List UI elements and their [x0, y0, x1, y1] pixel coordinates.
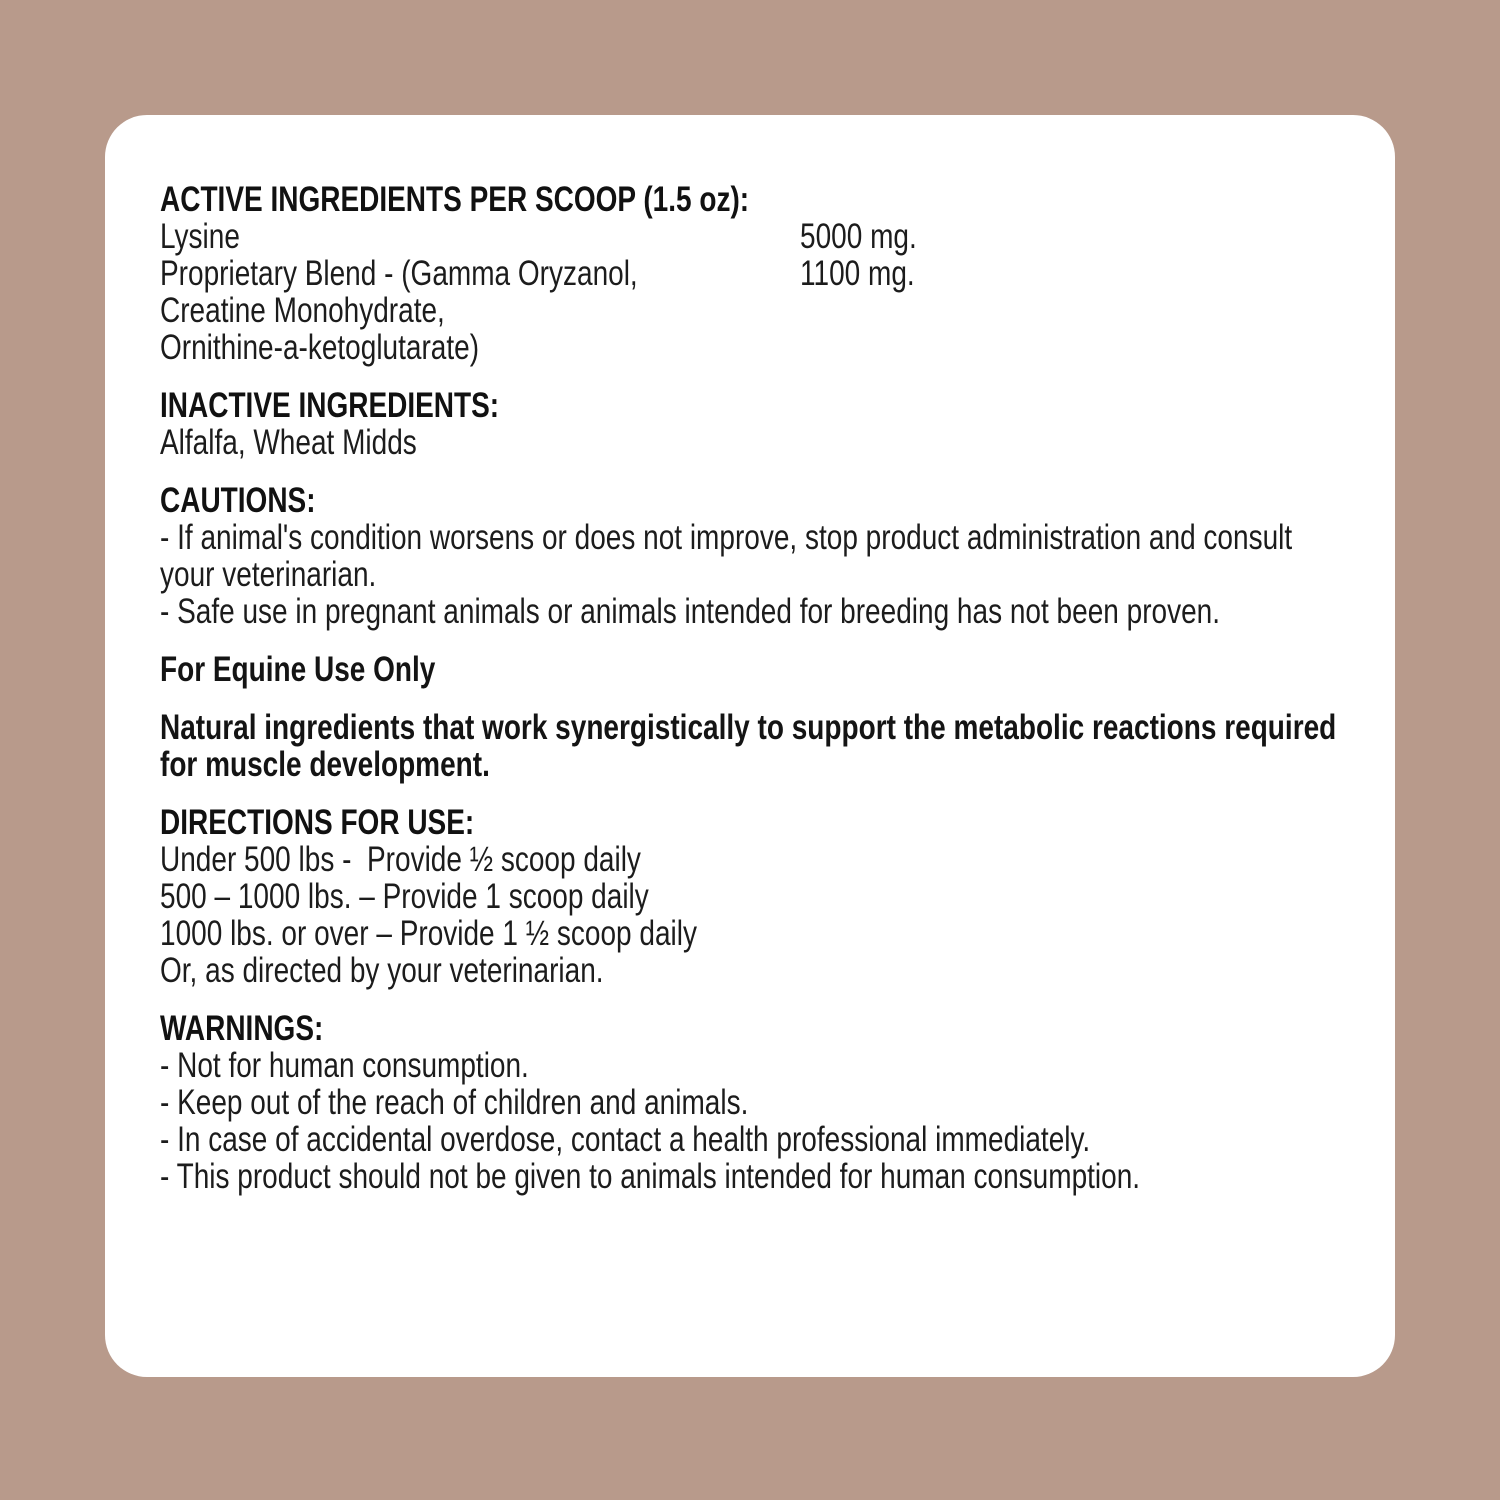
active-ingredients-table: [160, 218, 1368, 366]
label-content: [160, 181, 1368, 1195]
active-ingredients-heading: ACTIVE INGREDIENTS PER SCOOP (1.5 oz):: [160, 180, 750, 219]
text-line: Under 500 lbs - Provide ½ scoop daily: [160, 840, 641, 879]
description-body: [160, 709, 1368, 783]
inactive-ingredients-heading: INACTIVE INGREDIENTS:: [160, 386, 500, 425]
label-card: [105, 115, 1395, 1377]
ingredient-row: [160, 218, 1368, 255]
text-line: - If animal's condition worsens or does not improve, stop product administration and consult: [160, 518, 1293, 557]
text-line: Natural ingredients that work synergistically to support the metabolic reactions required: [160, 708, 1337, 747]
text-line: Or, as directed by your veterinarian.: [160, 951, 604, 990]
ingredient-row: [160, 292, 1368, 329]
ingredient-amount: 5000 mg.: [800, 217, 917, 256]
directions-body: [160, 841, 1368, 989]
ingredient-amount: 1100 mg.: [800, 254, 915, 293]
text-line: 500 – 1000 lbs. – Provide 1 scoop daily: [160, 877, 649, 916]
text-line: your veterinarian.: [160, 555, 377, 594]
text-line: for muscle development.: [160, 745, 490, 784]
ingredient-name: Creatine Monohydrate,: [160, 291, 445, 330]
section-description: [160, 709, 1368, 783]
equine-use-body: [160, 651, 1368, 688]
ingredient-row: [160, 255, 1368, 292]
text-line: - Not for human consumption.: [160, 1046, 529, 1085]
section-cautions: [160, 482, 1368, 630]
ingredient-name: Lysine: [160, 217, 240, 256]
cautions-body: [160, 519, 1368, 630]
ingredient-name: Ornithine-a-ketoglutarate): [160, 328, 480, 367]
text-line: - This product should not be given to animals intended for human consumption.: [160, 1157, 1141, 1196]
text-line: - In case of accidental overdose, contact a health professional immediately.: [160, 1120, 1091, 1159]
section-active-ingredients: [160, 181, 1368, 366]
text-line: Alfalfa, Wheat Midds: [160, 423, 417, 462]
text-line: - Safe use in pregnant animals or animals intended for breeding has not been proven.: [160, 592, 1221, 631]
section-directions: [160, 804, 1368, 989]
directions-heading: DIRECTIONS FOR USE:: [160, 803, 475, 842]
text-line: - Keep out of the reach of children and animals.: [160, 1083, 749, 1122]
inactive-ingredients-body: [160, 424, 1368, 461]
warnings-body: [160, 1047, 1368, 1195]
text-line: 1000 lbs. or over – Provide 1 ½ scoop daily: [160, 914, 697, 953]
text-line: For Equine Use Only: [160, 650, 436, 689]
section-warnings: [160, 1010, 1368, 1195]
section-inactive-ingredients: [160, 387, 1368, 461]
warnings-heading: WARNINGS:: [160, 1009, 324, 1048]
section-equine-use: [160, 651, 1368, 688]
ingredient-name: Proprietary Blend - (Gamma Oryzanol,: [160, 254, 638, 293]
ingredient-row: [160, 329, 1368, 366]
cautions-heading: CAUTIONS:: [160, 481, 316, 520]
